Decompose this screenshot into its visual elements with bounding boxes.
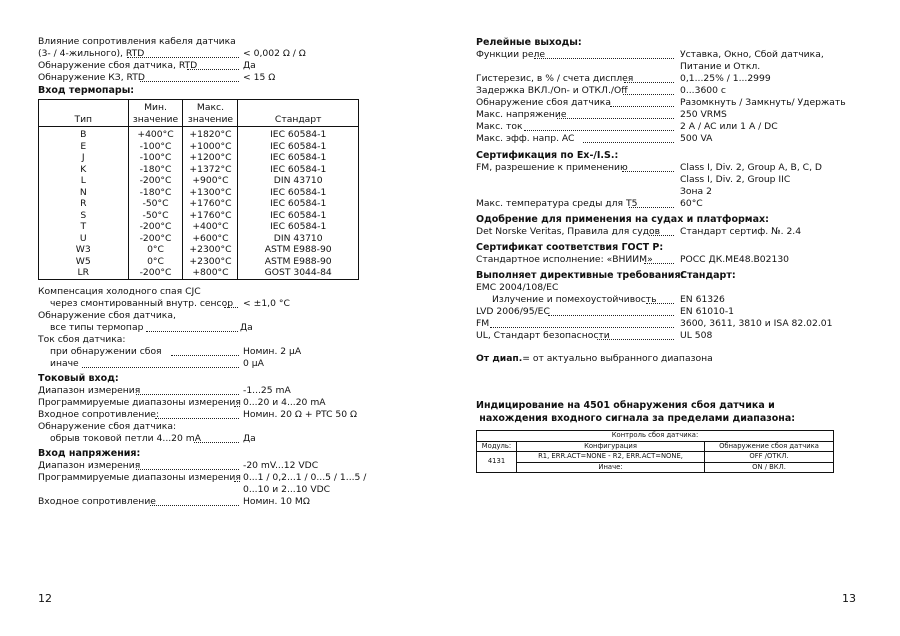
ex-heading: Сертификация по Ex-/I.S.: <box>476 150 619 161</box>
tc-fail-title: Обнаружение сбоя датчика, <box>38 309 176 321</box>
min-cell: -200°C <box>128 233 183 245</box>
spec-row: Обнаружение КЗ, RTD < 15 Ω <box>38 72 276 83</box>
spec-row: через смонтированный внутр. сенсор < ±1,0 °C <box>50 297 290 309</box>
max-cell: +2300°C <box>183 244 238 256</box>
type-cell: T <box>39 221 129 233</box>
max-cell: +600°C <box>183 233 238 245</box>
spec-row: Входное сопротивление: Номин. 20 Ω + PTC 50 Ω <box>38 408 358 420</box>
thermocouple-table <box>38 99 359 280</box>
spec-row: все типы термопар Да <box>50 321 253 333</box>
spec-row-cont: Питание и Откл. <box>680 61 761 72</box>
standard-cell: IEC 60584-1 <box>270 186 327 198</box>
table-row <box>39 233 359 245</box>
left-page <box>38 36 368 508</box>
spec-row: FM, разрешение к применению Class I, Div. 2, Group A, B, C, D <box>476 162 823 173</box>
type-cell: S <box>39 210 129 222</box>
table-row <box>477 462 834 473</box>
table-row <box>39 127 359 141</box>
directive-standard-label: Стандарт: <box>680 270 736 281</box>
spec-row: Входное сопротивление Номин. 10 MΩ <box>38 495 310 507</box>
type-cell: K <box>39 164 129 176</box>
min-cell: -100°C <box>128 152 183 164</box>
min-cell: -200°C <box>128 221 183 233</box>
table-row <box>39 175 359 187</box>
col-min: Мин. значение <box>128 100 183 127</box>
detect-cell: ON / ВКЛ. <box>705 462 834 473</box>
config-cell: Иначе: <box>517 462 705 473</box>
type-cell: R <box>39 198 129 210</box>
standard-cell: IEC 60584-1 <box>270 221 327 232</box>
min-cell: +400°C <box>128 127 183 141</box>
type-cell: U <box>39 233 129 245</box>
spec-row: Программируемые диапазоны измерения 0...20 и 4...20 mA <box>38 396 326 408</box>
col-detect: Обнаружение сбоя датчика <box>705 441 834 452</box>
table-row <box>39 198 359 210</box>
max-cell: +1300°C <box>183 187 238 199</box>
type-cell: J <box>39 152 129 164</box>
max-cell: +1820°C <box>183 127 238 141</box>
page-number-right: 13 <box>842 592 856 605</box>
table-row <box>39 256 359 268</box>
standard-cell: IEC 60584-1 <box>270 198 327 209</box>
indication-heading-2: нахождения входного сигнала за пределами диапазона: <box>476 413 796 424</box>
col-module: Модуль: <box>477 441 517 452</box>
indication-heading-1: Индицирование на 4501 обнаружения сбоя датчика и <box>476 400 775 411</box>
type-cell: LR <box>39 267 129 279</box>
col-max: Макс. значение <box>183 100 238 127</box>
max-cell: +1000°C <box>183 141 238 153</box>
col-standard: Стандарт <box>238 100 359 127</box>
range-note: От диап.= от актуально выбранного диапазона <box>476 353 713 364</box>
tc-heading: Вход термопары: <box>38 85 135 96</box>
max-cell: +900°C <box>183 175 238 187</box>
max-cell: +1200°C <box>183 152 238 164</box>
spec-row-cont: Class I, Div. 2, Group IIC <box>680 174 791 185</box>
max-cell: +1760°C <box>183 198 238 210</box>
standard-cell: IEC 60584-1 <box>270 129 327 140</box>
spec-row: Излучение и помехоустойчивость EN 61326 <box>492 294 725 305</box>
table-title: Контроль сбоя датчика: <box>477 431 834 442</box>
table-row <box>39 244 359 256</box>
page-number-left: 12 <box>38 592 52 605</box>
cable-title: Влияние сопротивления кабеля датчика <box>38 36 236 47</box>
type-cell: W5 <box>39 256 129 268</box>
spec-row-cont: Зона 2 <box>680 186 712 197</box>
standard-cell: IEC 60584-1 <box>270 140 327 152</box>
type-cell: N <box>39 187 129 199</box>
spec-row: Диапазон измерения -20 mV...12 VDC <box>38 459 319 471</box>
sensor-fault-table <box>476 430 834 473</box>
spec-row: иначе 0 μA <box>50 357 264 369</box>
spec-row: FM 3600, 3611, 3810 и ISA 82.02.01 <box>476 318 833 329</box>
directive-heading: Выполняет директивные требования: Стандарт: <box>476 270 736 281</box>
min-cell: -200°C <box>128 267 183 279</box>
spec-row: Макс. ток 2 A / AC или 1 A / DC <box>476 121 778 132</box>
spec-row: Макс. эфф. напр. AC 500 VA <box>476 133 713 144</box>
cjc-title: Компенсация холодного спая CJC <box>38 285 201 297</box>
spec-row: при обнаружении сбоя Номин. 2 μA <box>50 345 302 357</box>
type-cell: W3 <box>39 244 129 256</box>
type-cell: L <box>39 175 129 187</box>
spec-row: Обнаружение сбоя датчика Разомкнуть / Замкнуть/ Удержать <box>476 97 846 108</box>
col-type: Тип <box>39 100 129 127</box>
table-row <box>39 141 359 153</box>
spec-row: Программируемые диапазоны измерения 0...1 / 0,2...1 / 0...5 / 1...5 / <box>38 471 367 483</box>
spec-row-cont: 0...10 и 2...10 VDC <box>243 483 331 495</box>
spec-row: Макс. напряжение 250 VRMS <box>476 109 727 120</box>
max-cell: +800°C <box>183 267 238 279</box>
min-cell: -180°C <box>128 187 183 199</box>
table-row <box>477 452 834 463</box>
standard-cell: IEC 60584-1 <box>270 209 327 221</box>
spec-row: Обнаружение сбоя датчика, RTD Да <box>38 60 256 71</box>
spec-row: UL, Стандарт безопасности UL 508 <box>476 330 713 341</box>
max-cell: +1760°C <box>183 210 238 222</box>
standard-cell: IEC 60584-1 <box>270 163 327 175</box>
min-cell: -200°C <box>128 175 183 187</box>
min-cell: 0°C <box>128 256 183 268</box>
right-page <box>476 36 846 473</box>
spec-row: Задержка ВКЛ./On- и ОТКЛ./Off 0...3600 с <box>476 85 726 96</box>
standard-cell: GOST 3044-84 <box>264 267 332 278</box>
marine-heading: Одобрение для применения на судах и платформах: <box>476 214 769 225</box>
spec-row: Гистерезис, в % / счета дисплея 0,1...25% / 1...2999 <box>476 73 771 84</box>
table-row <box>39 164 359 176</box>
relay-heading: Релейные выходы: <box>476 37 582 48</box>
spec-row: (3- / 4-жильного), RTD < 0,002 Ω / Ω <box>38 48 306 59</box>
gost-heading: Сертификат соответствия ГОСТ Р: <box>476 242 664 253</box>
fail-current-title: Ток сбоя датчика: <box>38 333 126 345</box>
table-row <box>39 210 359 222</box>
type-cell: E <box>39 141 129 153</box>
spec-row: Det Norske Veritas, Правила для судов Стандарт сертиф. №. 2.4 <box>476 226 802 237</box>
standard-cell: ASTM E988-90 <box>264 244 332 255</box>
standard-cell: ASTM E988-90 <box>264 255 332 267</box>
min-cell: -100°C <box>128 141 183 153</box>
min-cell: -180°C <box>128 164 183 176</box>
spec-row: Стандартное исполнение: «ВНИИМ» РОСС ДК.МЕ48.В02130 <box>476 254 790 265</box>
table-row <box>39 221 359 233</box>
standard-cell: DIN 43710 <box>273 175 323 186</box>
config-cell: R1, ERR.ACT=NONE - R2, ERR.ACT=NONE, <box>517 452 705 463</box>
standard-cell: IEC 60584-1 <box>270 152 327 163</box>
max-cell: +1372°C <box>183 164 238 176</box>
spec-row: Функции реле Уставка, Окно, Сбой датчика, <box>476 49 824 60</box>
col-config: Конфигурация <box>517 441 705 452</box>
min-cell: -50°C <box>128 210 183 222</box>
table-row <box>39 267 359 279</box>
voltage-heading: Вход напряжения: <box>38 447 141 459</box>
detect-cell: OFF /ОТКЛ. <box>705 452 834 463</box>
emc-title: EMC 2004/108/EC <box>476 282 559 293</box>
standard-cell: DIN 43710 <box>273 232 323 244</box>
min-cell: -50°C <box>128 198 183 210</box>
table-row <box>39 187 359 199</box>
spec-row: Диапазон измерения -1...25 mA <box>38 384 291 396</box>
spec-row: Макс. температура среды для T5 60°C <box>476 198 703 209</box>
spec-row: LVD 2006/95/EC EN 61010-1 <box>476 306 734 317</box>
type-cell: B <box>39 127 129 141</box>
table-row <box>39 152 359 164</box>
max-cell: +400°C <box>183 221 238 233</box>
min-cell: 0°C <box>128 244 183 256</box>
max-cell: +2300°C <box>183 256 238 268</box>
current-fail-title: Обнаружение сбоя датчика: <box>38 420 177 432</box>
current-heading: Токовый вход: <box>38 372 119 384</box>
module-cell: 4131 <box>477 452 517 473</box>
spec-row: обрыв токовой петли 4...20 mA Да <box>50 432 256 444</box>
